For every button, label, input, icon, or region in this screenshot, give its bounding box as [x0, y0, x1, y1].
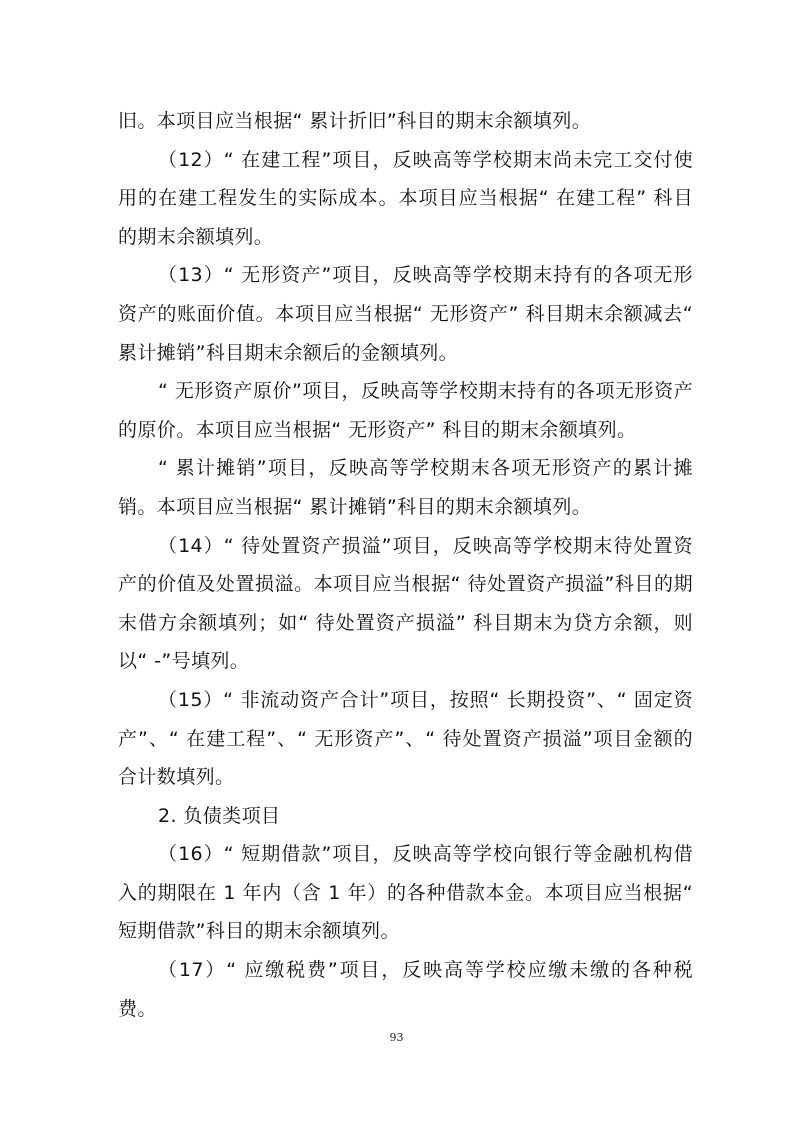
paragraph-accumulated-amortization: “ 累计摊销”项目，反映高等学校期末各项无形资产的累计摊销。本项目应当根据“ 累计摊销”科目的期末余额填列。	[118, 457, 693, 518]
body-text	[118, 102, 693, 1028]
paragraph-item-12: （12）“ 在建工程”项目，反映高等学校期末尚未完工交付使用的在建工程发生的实际成本。本项目应当根据“ 在建工程” 科目的期末余额填列。	[118, 148, 693, 248]
paragraph-item-15: （15）“ 非流动资产合计”项目，按照“ 长期投资”、“ 固定资产”、“ 在建工程”、“ 无形资产”、“ 待处置资产损溢”项目金额的合计数填列。	[118, 688, 693, 789]
section-heading-liabilities: 2. 负债类项目	[158, 804, 281, 827]
paragraph-item-17: （17）“ 应缴税费”项目，反映高等学校应缴未缴的各种税费。	[118, 959, 693, 1020]
paragraph-intangible-original-value: “ 无形资产原价”项目，反映高等学校期末持有的各项无形资产的原价。本项目应当根据“ 无形资产” 科目的期末余额填列。	[118, 380, 693, 441]
paragraph-continuation: 旧。本项目应当根据“ 累计折旧”科目的期末余额填列。	[118, 110, 592, 132]
page-number: 93	[389, 1031, 404, 1044]
paragraph-item-13: （13）“ 无形资产”项目，反映高等学校期末持有的各项无形资产的账面价值。本项目应当根据“ 无形资产” 科目期末余额减去“ 累计摊销”科目期末余额后的金额填列。	[118, 264, 693, 364]
paragraph-item-14: （14）“ 待处置资产损溢”项目，反映高等学校期末待处置资产的价值及处置损溢。本项目应当根据“ 待处置资产损溢”科目的期末借方余额填列；如“ 待处置资产损溢” 科目期末为贷方余额，则以“ -”号填列。	[118, 534, 693, 673]
paragraph-item-16: （16）“ 短期借款”项目，反映高等学校向银行等金融机构借入的期限在 1 年内（含 1 年）的各种借款本金。本项目应当根据“ 短期借款”科目的期末余额填列。	[118, 843, 693, 943]
